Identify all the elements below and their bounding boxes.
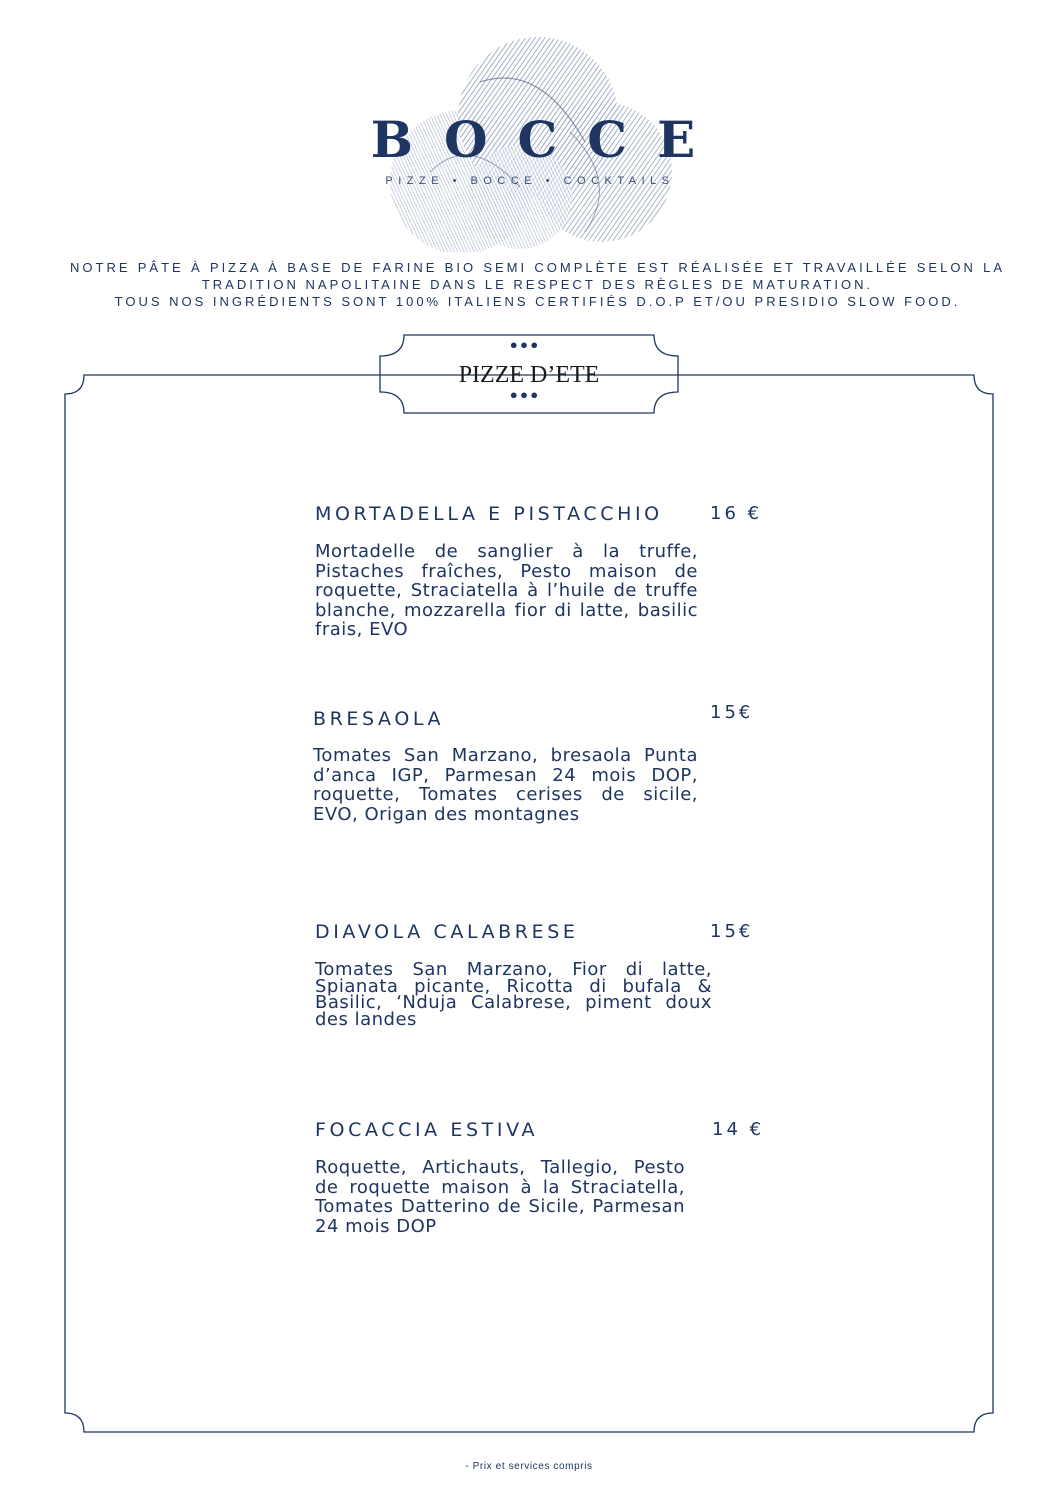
- item-price-focaccia-estiva: 14 €: [712, 1119, 765, 1140]
- item-name-focaccia-estiva: FOCACCIA ESTIVA: [315, 1119, 539, 1141]
- item-name-diavola-calabrese: DIAVOLA CALABRESE: [315, 921, 579, 943]
- item-name-bresaola: BRESAOLA: [313, 708, 445, 730]
- item-description-bresaola: Tomates San Marzano, bresaola Punta d’anca IGP, Parmesan 24 mois DOP, roquette, Tomates cerises de sicile, EVO, Origan des montagnes: [313, 745, 698, 825]
- section-title: PIZZE D’ETE: [458, 362, 600, 388]
- item-price-diavola-calabrese: 15€: [710, 921, 754, 942]
- item-description-mortadella: Mortadelle de sanglier à la truffe, Pistaches fraîches, Pesto maison de roquette, Straciatella à l’huile de truffe blanche, mozzarella fior di latte, basilic frais, EVO: [315, 541, 698, 640]
- intro-line-3: TOUS NOS INGRÉDIENTS SONT 100% ITALIENS CERTIFIÉS D.O.P ET/OU PRESIDIO SLOW FOOD.: [114, 294, 961, 309]
- ornament-dots-bottom: •••: [508, 386, 540, 405]
- ornament-dots-top: •••: [508, 336, 540, 355]
- intro-line-2: TRADITION NAPOLITAINE DANS LE RESPECT DES RÈGLES DE MATURATION.: [201, 277, 874, 292]
- brand-name: BOCCE: [370, 110, 726, 169]
- item-description-focaccia-estiva: Roquette, Artichauts, Tallegio, Pesto de roquette maison à la Straciatella, Tomates Datterino de Sicile, Parmesan 24 mois DOP: [315, 1157, 685, 1237]
- item-description-diavola-calabrese: Tomates San Marzano, Fior di latte, Spianata picante, Ricotta di bufala & Basilic, ‘Nduja Calabrese, piment doux des landes: [315, 959, 712, 1030]
- item-price-bresaola: 15€: [710, 702, 754, 723]
- item-name-mortadella: MORTADELLA E PISTACCHIO: [315, 503, 663, 525]
- brand-tagline: PIZZE • BOCCE • COCKTAILS: [385, 175, 675, 187]
- item-price-mortadella: 16 €: [710, 503, 763, 524]
- footer-note: - Prix et services compris: [465, 1461, 593, 1472]
- intro-line-1: NOTRE PÂTE À PIZZA À BASE DE FARINE BIO SEMI COMPLÈTE EST RÉALISÉE ET TRAVAILLÉE SELON LA: [70, 260, 1005, 275]
